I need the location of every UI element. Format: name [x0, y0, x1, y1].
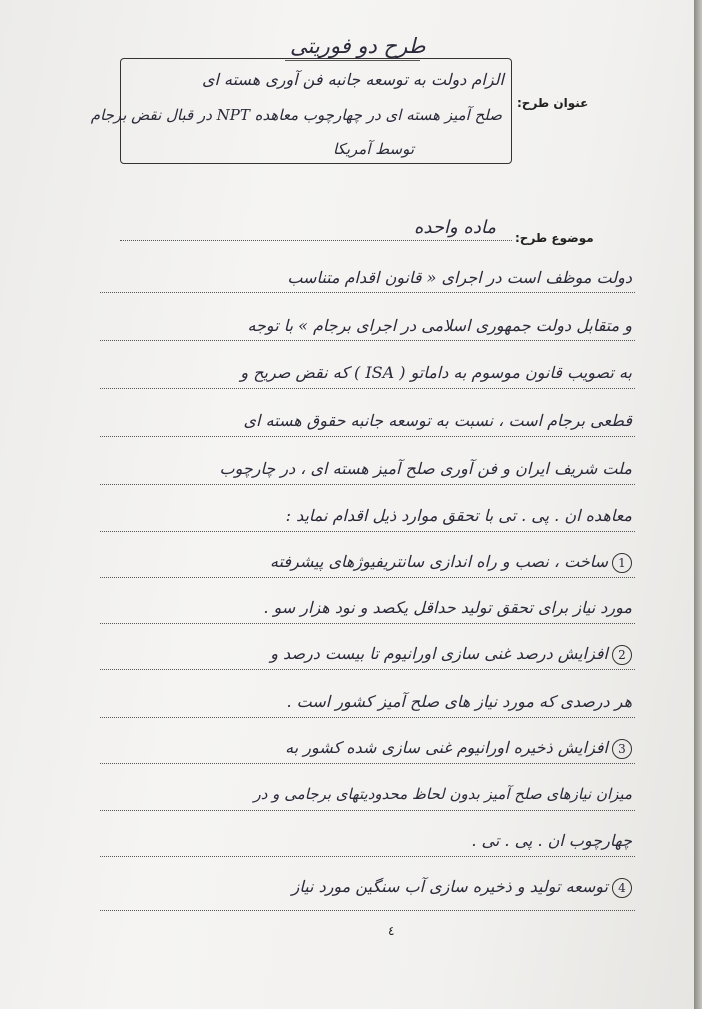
- body-dots: [100, 531, 635, 532]
- item-number: 1: [612, 553, 632, 573]
- title-line: صلح آمیز هسته ای در چهارچوب معاهده NPT در قبال نقض برجام: [90, 106, 502, 124]
- item-line: مورد نیاز برای تحقق تولید حداقل یکصد و نود هزار سو .: [263, 598, 632, 617]
- body-dots: [100, 856, 635, 857]
- title-label: عنوان طرح:: [517, 96, 589, 110]
- title-line: توسط آمریکا: [332, 140, 414, 158]
- subject-label: موضوع طرح:: [515, 231, 594, 245]
- body-line: قطعی برجام است ، نسبت به توسعه جانبه حقوق هسته ای: [243, 411, 632, 430]
- item-line: چهارچوب ان . پی . تی .: [471, 831, 632, 850]
- body-dots: [100, 292, 635, 293]
- body-dots: [100, 669, 635, 670]
- page-number: ٤: [388, 924, 395, 938]
- body-dots: [100, 577, 635, 578]
- item-line: افزایش درصد غنی سازی اورانیوم تا بیست درصد و: [270, 644, 608, 663]
- subject-dots: [120, 240, 512, 241]
- body-dots: [100, 623, 635, 624]
- body-line: معاهده ان . پی . تی با تحقق موارد ذیل اقدام نماید :: [285, 506, 632, 525]
- list-item: [270, 644, 632, 665]
- body-dots: [100, 717, 635, 718]
- title-line: الزام دولت به توسعه جانبه فن آوری هسته ای: [201, 70, 504, 89]
- document-heading: طرح دو فوریتی: [290, 34, 426, 58]
- page-edge-shadow: [694, 0, 702, 1009]
- item-number: 3: [612, 739, 632, 759]
- subject-value: ماده واحده: [414, 217, 496, 238]
- item-line: ساخت ، نصب و راه اندازی سانتریفیوژهای پیشرفته: [270, 552, 608, 571]
- body-dots: [100, 763, 635, 764]
- item-line: افزایش ذخیره اورانیوم غنی سازی شده کشور به: [285, 738, 608, 757]
- list-item: [292, 877, 632, 898]
- body-dots: [100, 910, 635, 911]
- item-line: میزان نیازهای صلح آمیز بدون لحاظ محدودیتهای برجامی و در: [253, 785, 632, 803]
- body-line: دولت موظف است در اجرای « قانون اقدام متناسب: [287, 268, 632, 287]
- body-line: ملت شریف ایران و فن آوری صلح آمیز هسته ای ، در چارچوب: [219, 459, 632, 478]
- body-dots: [100, 810, 635, 811]
- body-dots: [100, 436, 635, 437]
- item-line: توسعه تولید و ذخیره سازی آب سنگین مورد نیاز: [291, 877, 608, 896]
- list-item: [270, 552, 632, 573]
- body-line: و متقابل دولت جمهوری اسلامی در اجرای برجام » با توجه: [247, 316, 632, 335]
- item-number: 4: [612, 878, 632, 898]
- body-dots: [100, 340, 635, 341]
- body-dots: [100, 388, 635, 389]
- list-item: [285, 738, 632, 759]
- body-dots: [100, 484, 635, 485]
- item-line: هر درصدی که مورد نیاز های صلح آمیز کشور است .: [286, 692, 632, 711]
- item-number: 2: [612, 645, 632, 665]
- body-line: به تصویب قانون موسوم به داماتو ( ISA ) که نقض صریح و: [240, 363, 632, 382]
